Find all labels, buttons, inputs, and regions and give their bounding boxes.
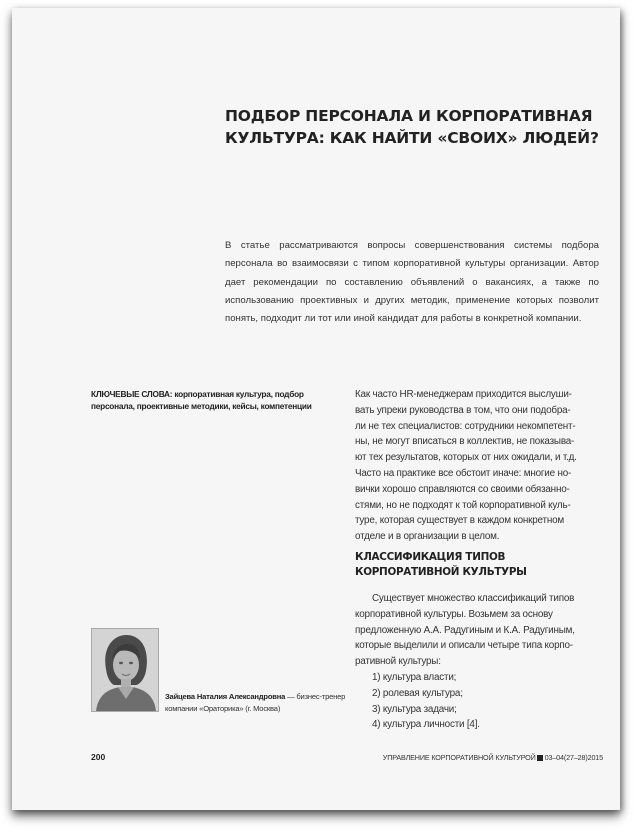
- square-bullet-icon: [537, 755, 543, 761]
- section-heading-line: КЛАССИФИКАЦИЯ ТИПОВ: [355, 551, 506, 563]
- text-line: стями, но не подходят к той корпоративной куль-: [355, 499, 571, 511]
- text-line: ративной культуры:: [355, 656, 441, 668]
- journal-issue: 03–04(27–28)2015: [544, 753, 603, 762]
- article-title-line: ПОДБОР ПЕРСОНАЛА И КОРПОРАТИВНАЯ: [225, 107, 593, 125]
- list-item: 1) культура власти;: [372, 671, 457, 683]
- intro-paragraph: [355, 387, 603, 545]
- journal-page: [12, 8, 620, 810]
- text-line: ют тех результатов, которых от них ожидали, и т.д.: [355, 452, 577, 464]
- keywords: [91, 388, 333, 412]
- page-number: 200: [91, 752, 106, 762]
- section-heading: [355, 550, 605, 579]
- text-line: Часто на практике все обстоит иначе: многие но-: [355, 467, 572, 479]
- text-line: которые выделили и описали четыре типа корпо-: [355, 640, 573, 652]
- article-title-line: КУЛЬТУРА: КАК НАЙТИ «СВОИХ» ЛЮДЕЙ?: [225, 129, 599, 147]
- list-item: 3) культура задачи;: [372, 703, 457, 715]
- keywords-label: КЛЮЧЕВЫЕ СЛОВА:: [91, 389, 173, 399]
- text-line: ны, не могут вписаться в коллектив, не показыва-: [355, 436, 575, 448]
- article-title: [225, 105, 605, 149]
- author-photo: [91, 628, 159, 712]
- author-description: — бизнес-тренер: [285, 692, 346, 701]
- author-info: [165, 691, 365, 715]
- text-line: вички хорошо справляются со своими обязанно-: [355, 483, 570, 495]
- journal-footer: [371, 753, 603, 762]
- section-heading-line: КОРПОРАТИВНОЙ КУЛЬТУРЫ: [355, 565, 527, 578]
- text-line: вать упреки руководства в том, что они подобра-: [355, 404, 571, 416]
- author-portrait-image: [92, 629, 158, 711]
- text-line: туре, которая существует в каждом конкретном: [355, 515, 564, 527]
- text-line: Как часто HR-менеджерам приходится выслуши-: [355, 389, 572, 400]
- keywords-list: корпоративная культура, подбор персонала, проективные методики, кейсы, компетенции: [91, 389, 312, 411]
- text-line: ли не тех специалистов: сотрудники некомпетент-: [355, 420, 576, 432]
- list-item: 2) ролевая культура;: [372, 687, 463, 699]
- text-line: Существует множество классификаций типов: [372, 593, 575, 604]
- section-body: [355, 591, 605, 733]
- list-item: 4) культура личности [4].: [372, 719, 480, 731]
- journal-title: УПРАВЛЕНИЕ КОРПОРАТИВНОЙ КУЛЬТУРОЙ: [382, 753, 536, 762]
- text-line: корпоративной культуры. Возьмем за основу: [355, 608, 553, 620]
- author-name: Зайцева Наталия Александровна: [165, 692, 286, 701]
- text-line: отделе и в организации в целом.: [355, 531, 500, 543]
- author-company: компании «Ораторика» (г. Москва): [165, 704, 281, 713]
- text-line: предложенную А.А. Радугиным и К.А. Радугиным,: [355, 624, 575, 636]
- culture-types-list: [355, 670, 605, 733]
- article-abstract: В статье рассматриваются вопросы совершенствования системы подбора персонала во взаимосвязи с типом корпоративной культуры организации. Автор дает рекомендации по составлению объявлений о вакансиях, а также по использованию проективных и других методик, применение которых позволит понять, подходит ли тот или иной кандидат для работы в конкретной компании.: [225, 240, 599, 325]
